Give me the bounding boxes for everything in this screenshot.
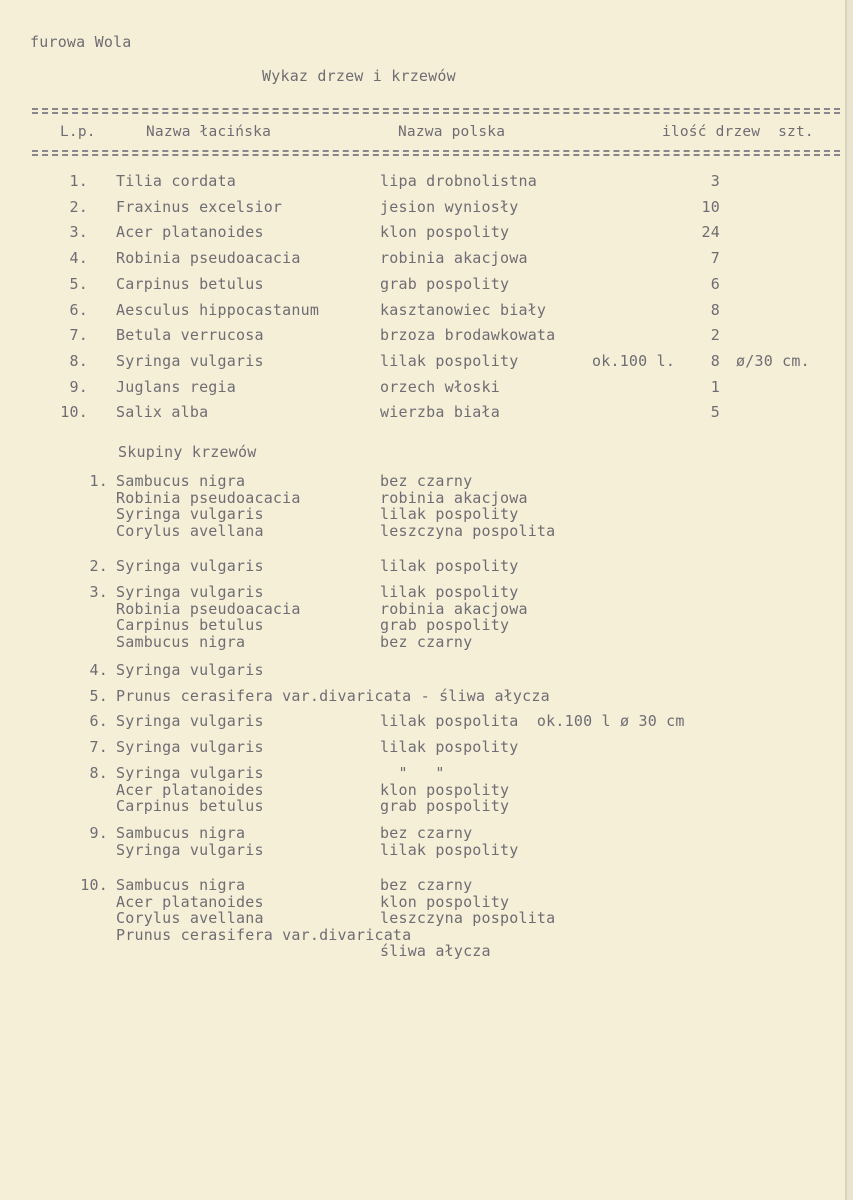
- shrub-polish-name: śliwa ałycza: [380, 942, 491, 960]
- header-rule-bottom: [32, 150, 840, 152]
- shrub-latin-name: Syringa vulgaris: [116, 712, 264, 730]
- tree-row-latin-name: Salix alba: [116, 403, 209, 421]
- tree-row-number: 6.: [69, 301, 88, 319]
- tree-row-number: 10.: [60, 403, 88, 421]
- tree-row-latin-name: Tilia cordata: [116, 172, 236, 190]
- column-latin-name: Nazwa łacińska: [146, 124, 272, 140]
- tree-row-polish-name: kasztanowiec biały: [380, 301, 547, 319]
- tree-row-polish-name: lilak pospolity: [380, 352, 519, 370]
- tree-row-latin-name: Acer platanoides: [116, 223, 264, 241]
- tree-row-count: 10: [701, 198, 720, 216]
- shrub-latin-name: Syringa vulgaris: [116, 841, 264, 859]
- shrub-polish-name: klon pospolity: [380, 893, 510, 911]
- tree-row-latin-name: Robinia pseudoacacia: [116, 249, 301, 267]
- shrub-latin-name: Carpinus betulus: [116, 616, 264, 634]
- shrub-group-number: 1.: [89, 472, 108, 490]
- tree-row-latin-name: Betula verrucosa: [116, 326, 264, 344]
- shrub-latin-name: Acer platanoides: [116, 893, 264, 911]
- shrub-latin-name: Sambucus nigra: [116, 472, 246, 490]
- header-rule-top: [32, 108, 840, 110]
- tree-row-count: 6: [710, 275, 720, 293]
- tree-row-count: 3: [710, 172, 720, 190]
- shrub-latin-name: Robinia pseudoacacia: [116, 489, 301, 507]
- place-name: furowa Wola: [30, 33, 132, 51]
- tree-row-number: 3.: [69, 223, 88, 241]
- shrub-latin-name: Prunus cerasifera var.divaricata: [116, 926, 412, 944]
- tree-row-polish-name: lipa drobnolistna: [380, 172, 537, 190]
- tree-row-polish-name: jesion wyniosły: [380, 198, 519, 216]
- shrub-latin-name: Carpinus betulus: [116, 797, 264, 815]
- shrub-latin-name: Syringa vulgaris: [116, 738, 264, 756]
- tree-row-note: ok.100 l.: [592, 352, 676, 370]
- shrub-group-number: 6.: [89, 712, 108, 730]
- tree-row-count: 1: [710, 378, 720, 396]
- tree-row-polish-name: klon pospolity: [380, 223, 510, 241]
- shrub-polish-name: lilak pospolity: [380, 557, 519, 575]
- tree-row-polish-name: grab pospolity: [380, 275, 510, 293]
- tree-row-number: 5.: [69, 275, 88, 293]
- tree-row-latin-name: Syringa vulgaris: [116, 352, 264, 370]
- tree-row-latin-name: Fraxinus excelsior: [116, 198, 283, 216]
- tree-row-number: 4.: [69, 249, 88, 267]
- tree-row-count: 2: [710, 326, 720, 344]
- tree-row-count: 7: [710, 249, 720, 267]
- shrub-groups-title: Skupiny krzewów: [118, 443, 257, 461]
- shrub-latin-name: Syringa vulgaris: [116, 583, 264, 601]
- shrub-group-number: 7.: [89, 738, 108, 756]
- shrub-latin-name: Acer platanoides: [116, 781, 264, 799]
- shrub-latin-name: Corylus avellana: [116, 522, 264, 540]
- shrub-polish-name: bez czarny: [380, 824, 473, 842]
- shrub-polish-name: bez czarny: [380, 472, 473, 490]
- shrub-polish-name: grab pospolity: [380, 797, 510, 815]
- shrub-latin-name: Syringa vulgaris: [116, 764, 264, 782]
- shrub-latin-name: Syringa vulgaris: [116, 661, 264, 679]
- shrub-polish-name: robinia akacjowa: [380, 489, 528, 507]
- shrub-polish-name: lilak pospolity: [380, 841, 519, 859]
- shrub-latin-name: Sambucus nigra: [116, 633, 246, 651]
- shrub-polish-name: bez czarny: [380, 633, 473, 651]
- shrub-polish-name: lilak pospolity: [380, 583, 519, 601]
- shrub-latin-name: Syringa vulgaris: [116, 505, 264, 523]
- tree-row-count: 5: [710, 403, 720, 421]
- document-title: Wykaz drzew i krzewów: [262, 67, 456, 85]
- shrub-group-number: 8.: [89, 764, 108, 782]
- column-count: ilość drzew szt.: [662, 124, 814, 140]
- shrub-latin-name: Sambucus nigra: [116, 876, 246, 894]
- shrub-latin-name: Prunus cerasifera var.divaricata - śliwa ałycza: [116, 687, 550, 705]
- tree-row-number: 8.: [69, 352, 88, 370]
- column-lp: L.p.: [60, 124, 96, 140]
- tree-row-polish-name: orzech włoski: [380, 378, 500, 396]
- tree-row-number: 7.: [69, 326, 88, 344]
- tree-row-count: 24: [701, 223, 720, 241]
- tree-row-latin-name: Juglans regia: [116, 378, 236, 396]
- shrub-latin-name: Corylus avellana: [116, 909, 264, 927]
- tree-row-count: 8: [710, 352, 720, 370]
- tree-row-number: 9.: [69, 378, 88, 396]
- tree-row-extra: ø/30 cm.: [736, 352, 810, 370]
- header-rule-top-2: [32, 112, 840, 114]
- tree-row-number: 1.: [69, 172, 88, 190]
- shrub-latin-name: Robinia pseudoacacia: [116, 600, 301, 618]
- tree-row-polish-name: robinia akacjowa: [380, 249, 528, 267]
- shrub-group-number: 2.: [89, 557, 108, 575]
- shrub-polish-name: " ": [380, 764, 445, 782]
- shrub-polish-name: robinia akacjowa: [380, 600, 528, 618]
- shrub-polish-name: leszczyna pospolita: [380, 909, 556, 927]
- tree-row-polish-name: brzoza brodawkowata: [380, 326, 556, 344]
- header-rule-bottom-2: [32, 154, 840, 156]
- column-polish-name: Nazwa polska: [398, 124, 506, 140]
- tree-row-count: 8: [710, 301, 720, 319]
- shrub-polish-name: lilak pospolity: [380, 738, 519, 756]
- shrub-polish-name: klon pospolity: [380, 781, 510, 799]
- tree-row-latin-name: Aesculus hippocastanum: [116, 301, 320, 319]
- shrub-polish-name: leszczyna pospolita: [380, 522, 556, 540]
- shrub-polish-name: lilak pospolita ok.100 l ø 30 cm: [380, 712, 685, 730]
- shrub-group-number: 5.: [89, 687, 108, 705]
- tree-row-polish-name: wierzba biała: [380, 403, 500, 421]
- shrub-group-number: 3.: [89, 583, 108, 601]
- shrub-polish-name: lilak pospolity: [380, 505, 519, 523]
- shrub-latin-name: Syringa vulgaris: [116, 557, 264, 575]
- tree-row-number: 2.: [69, 198, 88, 216]
- shrub-polish-name: bez czarny: [380, 876, 473, 894]
- shrub-group-number: 4.: [89, 661, 108, 679]
- tree-row-latin-name: Carpinus betulus: [116, 275, 264, 293]
- shrub-latin-name: Sambucus nigra: [116, 824, 246, 842]
- shrub-group-number: 9.: [89, 824, 108, 842]
- shrub-group-number: 10.: [80, 876, 108, 894]
- shrub-polish-name: grab pospolity: [380, 616, 510, 634]
